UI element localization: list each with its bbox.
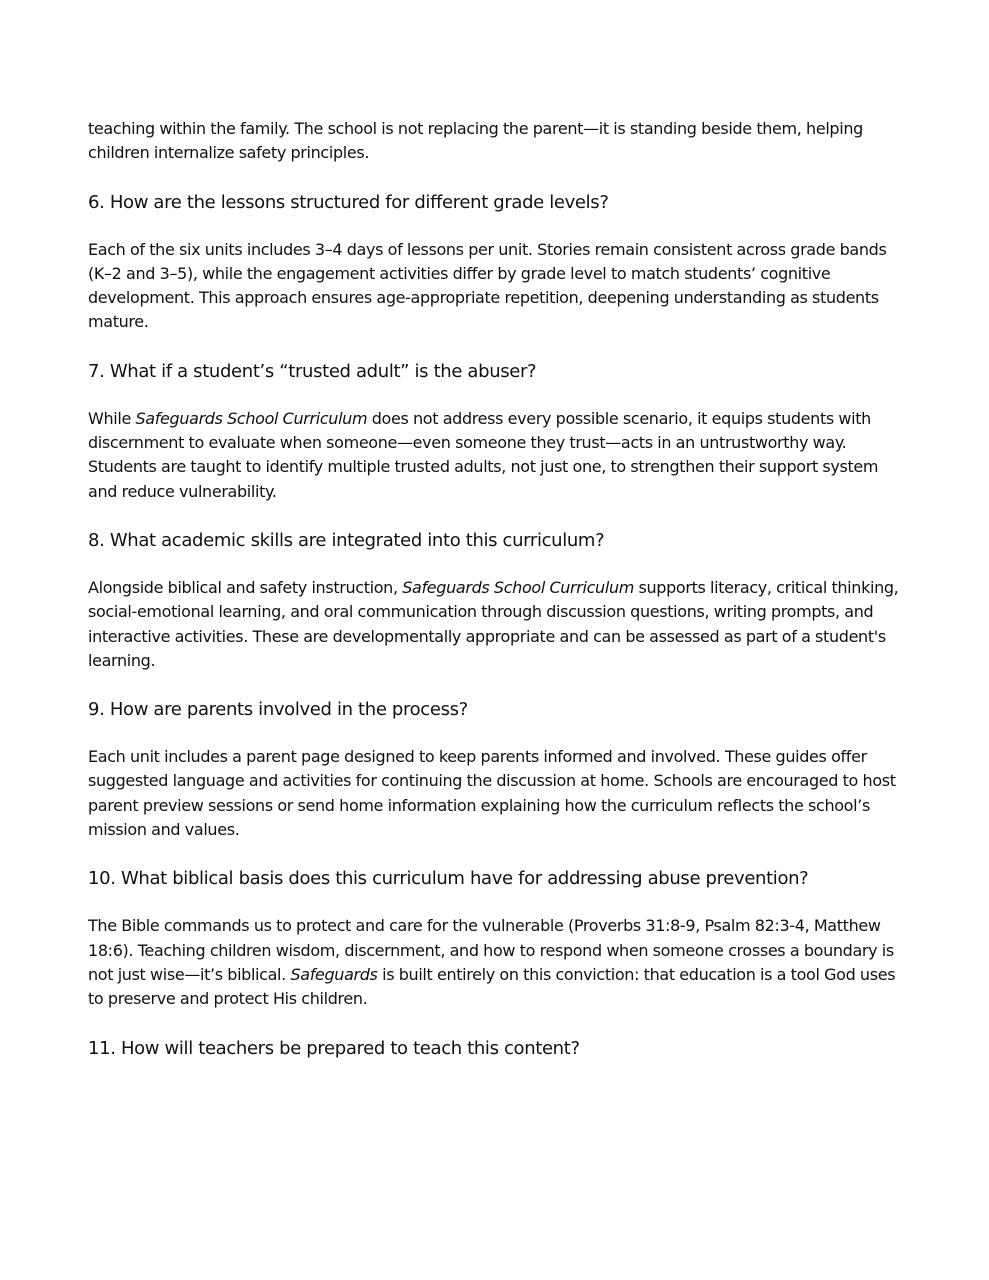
question-8-answer-start: Alongside biblical and safety instruction,: [88, 577, 403, 597]
question-8-curriculum-title: Safeguards School Curriculum: [402, 577, 634, 597]
question-9-heading: 9. How are parents involved in the process?: [88, 699, 468, 721]
question-8-heading: 8. What academic skills are integrated into this curriculum?: [88, 529, 605, 551]
question-10-answer-rest: is built entirely on this conviction: that education is a tool God uses to preserve and protect His children.: [88, 964, 896, 1009]
question-7-curriculum-title: Safeguards School Curriculum: [135, 408, 368, 428]
question-11-heading: 11. How will teachers be prepared to teach this content?: [88, 1037, 580, 1059]
question-6-heading: 6. How are the lessons structured for different grade levels?: [88, 191, 609, 213]
question-10-answer: [88, 914, 908, 1011]
intro-paragraph: teaching within the family. The school is not replacing the parent—it is standing beside them, helping children internalize safety principles.: [88, 119, 863, 163]
question-10-safeguards-title: Safeguards: [290, 964, 378, 984]
question-7-answer-start: While: [88, 408, 136, 428]
question-10-heading: 10. What biblical basis does this curriculum have for addressing abuse prevention?: [88, 868, 809, 890]
question-7-answer-rest: does not address every possible scenario, it equips students with discernment to evaluate when someone—even someone they trust—acts in an untrustworthy way. Students are taught to identify multiple trusted adults, not just one, to strengthen their support system and reduce vulnerability.: [88, 408, 879, 501]
question-7-answer: [88, 407, 908, 504]
question-8-answer-rest: supports literacy, critical thinking, social-emotional learning, and oral communication through discussion questions, writing prompts, and interactive activities. These are developmentally appropriate and can be assessed as part of a student's learning.: [88, 577, 899, 670]
question-7-heading: 7. What if a student’s “trusted adult” is the abuser?: [88, 360, 537, 382]
question-8-answer: [88, 576, 908, 673]
page-content: [88, 117, 908, 1062]
question-10-answer-start: The Bible commands us to protect and care for the vulnerable (Proverbs 31:8-9, Psalm 82:3-4, Matthew 18:6). Teaching children wisdom, discernment, and how to respond when someone crosses a boundary is not just wise—it’s biblical.: [88, 916, 894, 984]
question-6-answer: Each of the six units includes 3–4 days of lessons per unit. Stories remain consistent across grade bands (K–2 and 3–5), while the engagement activities differ by grade level to match students’ cognitive development. This approach ensures age-appropriate repetition, deepening understanding as students mature.: [88, 239, 887, 332]
question-9-answer: Each unit includes a parent page designed to keep parents informed and involved. These guides offer suggested language and activities for continuing the discussion at home. Schools are encouraged to host parent preview sessions or send home information explaining how the curriculum reflects the school’s mission and values.: [88, 747, 896, 840]
